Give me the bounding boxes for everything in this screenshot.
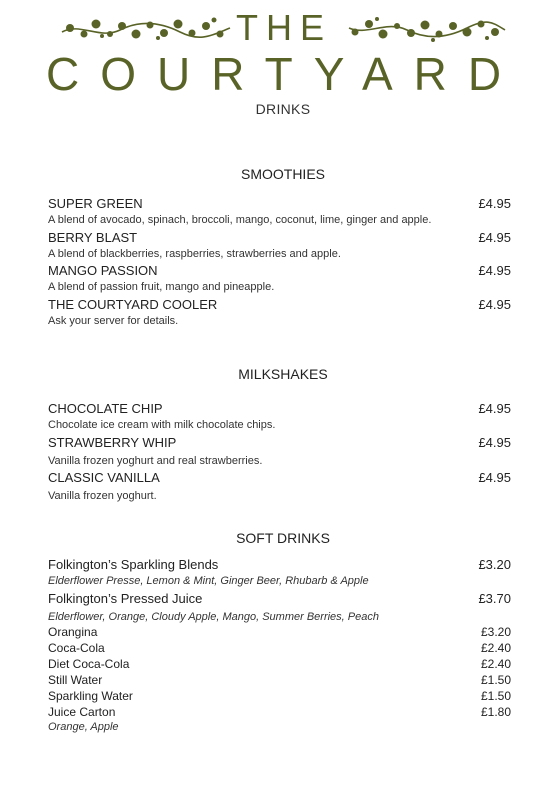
item-name: Juice Carton xyxy=(48,705,116,719)
item-name: Coca-Cola xyxy=(48,641,105,655)
item-name: STRAWBERRY WHIP xyxy=(48,435,177,450)
item-name: CHOCOLATE CHIP xyxy=(48,401,163,416)
item-price: £4.95 xyxy=(478,263,511,278)
item-name: SUPER GREEN xyxy=(48,196,143,211)
menu-item-mango-passion xyxy=(48,263,511,294)
brand-the: THE xyxy=(236,7,332,48)
item-description: Chocolate ice cream with milk chocolate chips. xyxy=(48,419,276,431)
item-name: Folkington’s Pressed Juice xyxy=(48,591,203,606)
item-price: £4.95 xyxy=(478,230,511,245)
menu-item-chocolate-chip xyxy=(48,401,511,432)
item-name: Diet Coca-Cola xyxy=(48,657,130,671)
item-price: £4.95 xyxy=(478,435,511,450)
item-price: £4.95 xyxy=(478,401,511,416)
item-name: Orangina xyxy=(48,625,98,639)
item-name: BERRY BLAST xyxy=(48,230,138,245)
menu-item-sparkling-water xyxy=(48,689,511,704)
brand-top-row xyxy=(0,8,559,48)
menu-subtitle: DRINKS xyxy=(255,101,311,117)
item-price: £4.95 xyxy=(478,297,511,312)
menu-item-orangina xyxy=(48,625,511,640)
item-price: £3.20 xyxy=(480,625,511,639)
item-description: A blend of blackberries, raspberries, strawberries and apple. xyxy=(48,248,341,260)
section-title-milkshakes: MILKSHAKES xyxy=(238,366,328,382)
section-title-soft-drinks: SOFT DRINKS xyxy=(236,530,330,546)
menu-item-still-water xyxy=(48,673,511,688)
item-name: THE COURTYARD COOLER xyxy=(48,297,218,312)
item-price: £2.40 xyxy=(480,641,511,655)
item-price: £1.50 xyxy=(480,689,511,703)
brand-courtyard: COURTYARD xyxy=(46,48,523,100)
item-description: A blend of passion fruit, mango and pineapple. xyxy=(48,281,275,293)
menu-item-coca-cola xyxy=(48,641,511,656)
item-price: £2.40 xyxy=(480,657,511,671)
item-description: Elderflower, Orange, Cloudy Apple, Mango, Summer Berries, Peach xyxy=(48,611,379,623)
menu-header xyxy=(0,0,559,100)
vine-ornament-right-icon xyxy=(347,14,507,44)
vine-ornament-left-icon xyxy=(60,14,232,44)
menu-item-diet-coca-cola xyxy=(48,657,511,672)
item-description: Elderflower Presse, Lemon & Mint, Ginger Beer, Rhubarb & Apple xyxy=(48,575,369,587)
item-price: £1.50 xyxy=(480,673,511,687)
menu-item-pressed-juice xyxy=(48,591,511,624)
item-description: Vanilla frozen yoghurt and real strawberries. xyxy=(48,455,263,467)
item-price: £1.80 xyxy=(480,705,511,719)
item-name: Folkington’s Sparkling Blends xyxy=(48,557,219,572)
menu-item-courtyard-cooler xyxy=(48,297,511,328)
section-title-smoothies: SMOOTHIES xyxy=(240,166,325,182)
item-name: Still Water xyxy=(48,673,103,687)
menu-item-juice-carton xyxy=(48,705,511,720)
menu-item-berry-blast xyxy=(48,230,511,261)
menu-item-super-green xyxy=(48,196,511,227)
item-description: Vanilla frozen yoghurt. xyxy=(48,490,157,502)
menu-item-classic-vanilla xyxy=(48,470,511,503)
juice-carton-flavours: Orange, Apple xyxy=(48,721,119,733)
menu-item-sparkling-blends xyxy=(48,557,511,588)
item-price: £4.95 xyxy=(478,470,511,485)
item-description: Ask your server for details. xyxy=(48,315,179,327)
item-description: A blend of avocado, spinach, broccoli, mango, coconut, lime, ginger and apple. xyxy=(48,214,432,226)
menu-item-strawberry-whip xyxy=(48,435,511,468)
item-price: £4.95 xyxy=(478,196,511,211)
item-name: Sparkling Water xyxy=(48,689,133,703)
item-name: CLASSIC VANILLA xyxy=(48,470,160,485)
item-name: MANGO PASSION xyxy=(48,263,158,278)
item-price: £3.20 xyxy=(478,557,511,572)
item-price: £3.70 xyxy=(478,591,511,606)
